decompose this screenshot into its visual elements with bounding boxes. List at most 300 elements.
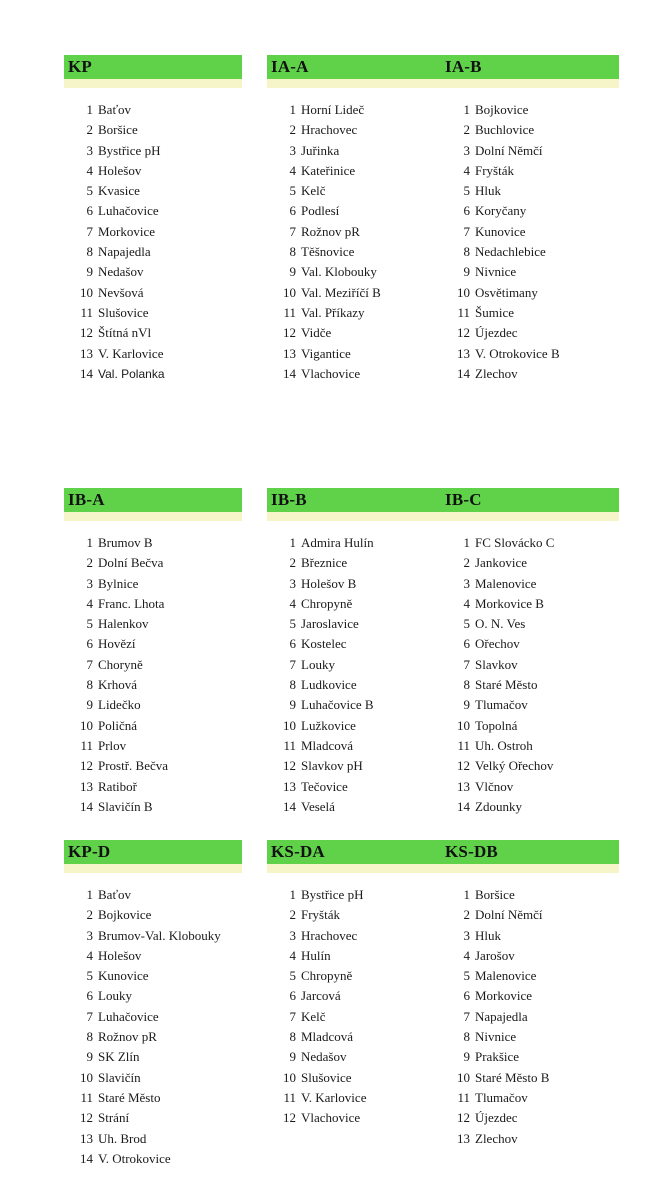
team-name: Vidče [301, 325, 332, 341]
team-name: Topolná [475, 717, 518, 733]
list-item [64, 344, 165, 364]
list-item [441, 574, 554, 594]
team-rank: 3 [289, 927, 296, 943]
team-rank: 8 [289, 1029, 296, 1045]
team-name: Boršice [475, 887, 515, 902]
list-item [441, 695, 554, 715]
team-rank: 12 [283, 758, 296, 774]
team-name: Holešov B [301, 575, 357, 591]
group-header [64, 840, 242, 864]
list-item [441, 777, 554, 797]
list-item [441, 120, 560, 140]
team-rank: 5 [289, 183, 296, 199]
list-item [267, 222, 381, 242]
team-name: Velký Ořechov [475, 758, 554, 774]
team-name: Uh. Ostroh [475, 737, 533, 753]
list-item [441, 716, 554, 736]
list-item [267, 777, 374, 797]
team-name: Koryčany [475, 203, 527, 219]
team-name: Holešov [98, 162, 142, 178]
team-name: Slavičín B [98, 798, 153, 814]
list-item [441, 756, 554, 776]
team-rank: 8 [289, 244, 296, 260]
team-name: Napajedla [98, 244, 151, 260]
team-name: Hrachovec [301, 927, 358, 943]
team-name: Uh. Brod [98, 1130, 147, 1146]
team-rank: 12 [80, 1110, 93, 1126]
list-item [267, 614, 374, 634]
list-item [267, 1047, 366, 1067]
list-item [64, 905, 221, 925]
list-item [441, 242, 560, 262]
team-list [267, 100, 381, 384]
team-name: Zlechov [475, 365, 518, 381]
team-name: Rožnov pR [98, 1029, 157, 1045]
group-title: IA-A [271, 57, 309, 76]
team-rank: 1 [289, 102, 296, 117]
list-item [441, 1129, 549, 1149]
team-name: Kelč [301, 1008, 326, 1024]
team-name: Dolní Bečva [98, 555, 164, 571]
list-item [64, 201, 165, 221]
team-rank: 4 [289, 947, 296, 963]
team-name: Choryně [98, 656, 143, 672]
team-rank: 1 [289, 887, 296, 902]
team-name: Nedachlebice [475, 244, 546, 260]
list-item [267, 655, 374, 675]
team-name: Brumov-Val. Klobouky [98, 927, 221, 943]
team-rank: 9 [86, 264, 93, 280]
list-item [267, 716, 374, 736]
team-name: Morkovice [98, 223, 156, 239]
list-item [441, 364, 560, 384]
team-rank: 12 [283, 325, 296, 341]
list-item [267, 553, 374, 573]
team-rank: 5 [463, 616, 470, 632]
team-name: Napajedla [475, 1008, 528, 1024]
team-name: Osvětimany [475, 284, 538, 300]
team-name: Val. Klobouky [301, 264, 377, 280]
team-name: Hrachovec [301, 122, 358, 138]
team-rank: 7 [86, 1008, 93, 1024]
team-name: Luhačovice [98, 203, 159, 219]
list-item [64, 1149, 221, 1169]
team-rank: 11 [80, 1089, 93, 1105]
team-name: Buchlovice [475, 122, 535, 138]
team-name: Morkovice [475, 988, 533, 1004]
team-rank: 3 [289, 575, 296, 591]
group-header [441, 488, 619, 512]
list-item [64, 594, 168, 614]
team-rank: 9 [86, 1049, 93, 1065]
list-item [64, 695, 168, 715]
list-item [64, 777, 168, 797]
list-item [64, 885, 221, 905]
list-item [64, 926, 221, 946]
list-item [267, 966, 366, 986]
team-rank: 9 [289, 697, 296, 713]
team-rank: 8 [463, 1029, 470, 1045]
team-name: Hulín [301, 947, 331, 963]
list-item [64, 1047, 221, 1067]
team-list [64, 100, 165, 384]
team-name: V. Karlovice [98, 345, 164, 361]
team-rank: 3 [463, 575, 470, 591]
list-item [441, 1007, 549, 1027]
group-title: IB-B [271, 490, 307, 509]
team-rank: 6 [289, 636, 296, 652]
team-name: Rožnov pR [301, 223, 360, 239]
group-header [267, 55, 445, 79]
list-item [64, 181, 165, 201]
team-rank: 5 [86, 616, 93, 632]
team-name: Kunovice [98, 968, 149, 984]
team-name: Štítná nVl [98, 325, 152, 341]
team-rank: 9 [463, 264, 470, 280]
team-list [64, 533, 168, 817]
list-item [267, 946, 366, 966]
list-item [441, 1068, 549, 1088]
team-name: V. Karlovice [301, 1089, 367, 1105]
team-rank: 10 [283, 1069, 296, 1085]
team-rank: 10 [283, 284, 296, 300]
team-name: Franc. Lhota [98, 595, 165, 611]
team-rank: 4 [463, 162, 470, 178]
list-item [64, 1068, 221, 1088]
team-name: Vlčnov [475, 778, 514, 794]
list-item [64, 736, 168, 756]
team-rank: 14 [457, 365, 470, 381]
list-item [267, 574, 374, 594]
team-rank: 6 [86, 203, 93, 219]
list-item [441, 926, 549, 946]
team-name: Baťov [98, 887, 131, 902]
list-item [441, 283, 560, 303]
list-item [64, 303, 165, 323]
team-name: Zdounky [475, 798, 522, 814]
list-item [441, 533, 554, 553]
group-ks-db [441, 840, 619, 1146]
team-name: FC Slovácko C [475, 535, 555, 550]
group-title: IB-A [68, 490, 105, 509]
group-header [441, 55, 619, 79]
team-name: Chropyně [301, 595, 353, 611]
team-rank: 10 [80, 1069, 93, 1085]
list-item [267, 695, 374, 715]
list-item [64, 1027, 221, 1047]
team-name: Jarošov [475, 947, 515, 963]
list-item [267, 141, 381, 161]
list-item [64, 574, 168, 594]
team-name: Kunovice [475, 223, 526, 239]
team-rank: 6 [86, 636, 93, 652]
list-item [267, 1027, 366, 1047]
team-name: Louky [301, 656, 335, 672]
team-rank: 1 [463, 535, 470, 550]
team-rank: 11 [283, 737, 296, 753]
list-item [441, 201, 560, 221]
team-rank: 10 [457, 717, 470, 733]
team-rank: 5 [289, 968, 296, 984]
group-title: IB-C [445, 490, 482, 509]
team-rank: 7 [289, 223, 296, 239]
team-name: Poličná [98, 717, 137, 733]
team-rank: 4 [86, 595, 93, 611]
team-name: Bystřice pH [98, 142, 161, 158]
list-item [267, 283, 381, 303]
team-rank: 3 [463, 142, 470, 158]
list-item [64, 1129, 221, 1149]
team-rank: 3 [289, 142, 296, 158]
team-rank: 9 [289, 1049, 296, 1065]
team-name: Tlumačov [475, 697, 528, 713]
group-header [441, 840, 619, 864]
group-title: KS-DB [445, 842, 498, 861]
team-name: Ludkovice [301, 677, 357, 693]
team-name: Staré Město B [475, 1069, 550, 1085]
team-name: Morkovice B [475, 595, 544, 611]
list-item [441, 303, 560, 323]
team-rank: 4 [289, 162, 296, 178]
team-rank: 8 [86, 677, 93, 693]
team-name: Nivnice [475, 1029, 517, 1045]
team-name: Malenovice [475, 575, 537, 591]
list-item [267, 675, 374, 695]
list-item [441, 614, 554, 634]
team-rank: 6 [289, 203, 296, 219]
team-rank: 13 [457, 1130, 470, 1146]
team-name: Boršice [98, 122, 138, 138]
team-name: Slavkov [475, 656, 518, 672]
team-name: Kelč [301, 183, 326, 199]
team-rank: 8 [86, 1029, 93, 1045]
team-list [441, 533, 554, 817]
team-name: Luhačovice [98, 1008, 159, 1024]
team-name: Bojkovice [98, 907, 152, 923]
list-item [441, 141, 560, 161]
team-rank: 8 [86, 244, 93, 260]
list-item [267, 303, 381, 323]
team-rank: 11 [457, 1089, 470, 1105]
team-name: Prostř. Bečva [98, 758, 169, 774]
team-name: Val. Polanka [98, 366, 165, 381]
group-ia-a [267, 55, 445, 381]
team-name: Nedašov [301, 1049, 347, 1065]
list-item [267, 905, 366, 925]
list-item [64, 283, 165, 303]
list-item [441, 946, 549, 966]
list-item [441, 885, 549, 905]
list-item [267, 756, 374, 776]
team-name: Slavičín [98, 1069, 141, 1085]
list-item [441, 100, 560, 120]
list-item [64, 364, 165, 384]
group-title: KP [68, 57, 93, 76]
list-item [267, 242, 381, 262]
team-rank: 3 [463, 927, 470, 943]
group-title: KP-D [68, 842, 111, 861]
team-name: Tlumačov [475, 1089, 528, 1105]
team-name: Nevšová [98, 284, 144, 300]
list-item [64, 100, 165, 120]
team-name: Strání [98, 1110, 130, 1126]
team-name: Jaroslavice [301, 616, 359, 632]
team-rank: 10 [80, 284, 93, 300]
team-rank: 7 [463, 656, 470, 672]
team-name: Kateřinice [301, 162, 356, 178]
team-rank: 12 [283, 1110, 296, 1126]
team-name: Fryšták [301, 907, 340, 923]
team-rank: 3 [86, 575, 93, 591]
team-list [267, 885, 366, 1129]
list-item [441, 634, 554, 654]
team-name: Baťov [98, 102, 131, 117]
team-rank: 13 [457, 778, 470, 794]
group-ib-c [441, 488, 619, 814]
list-item [441, 986, 549, 1006]
list-item [441, 966, 549, 986]
list-item [64, 614, 168, 634]
team-rank: 14 [80, 798, 93, 814]
list-item [64, 262, 165, 282]
team-rank: 5 [463, 968, 470, 984]
team-rank: 13 [283, 345, 296, 361]
team-rank: 7 [86, 223, 93, 239]
team-rank: 5 [463, 183, 470, 199]
team-name: Lužkovice [301, 717, 356, 733]
team-name: Val. Příkazy [301, 304, 365, 320]
team-rank: 7 [86, 656, 93, 672]
team-name: Vlachovice [301, 1110, 361, 1126]
team-rank: 14 [283, 798, 296, 814]
team-rank: 7 [463, 223, 470, 239]
list-item [64, 966, 221, 986]
team-name: Kostelec [301, 636, 347, 652]
team-name: Veselá [301, 798, 335, 814]
group-kp [64, 55, 242, 381]
team-rank: 11 [80, 304, 93, 320]
team-rank: 5 [86, 968, 93, 984]
team-name: Dolní Němčí [475, 142, 543, 158]
team-name: Malenovice [475, 968, 537, 984]
list-item [441, 181, 560, 201]
team-list [267, 533, 374, 817]
team-rank: 13 [80, 345, 93, 361]
list-item [267, 594, 374, 614]
list-item [441, 655, 554, 675]
list-item [64, 161, 165, 181]
team-rank: 6 [463, 988, 470, 1004]
list-item [267, 323, 381, 343]
list-item [267, 201, 381, 221]
list-item [267, 986, 366, 1006]
list-item [441, 1108, 549, 1128]
team-rank: 2 [289, 907, 296, 923]
team-name: Juřinka [301, 142, 340, 158]
group-ib-b [267, 488, 445, 814]
team-rank: 14 [80, 1150, 93, 1166]
team-rank: 13 [80, 1130, 93, 1146]
team-name: Prakšice [475, 1049, 520, 1065]
team-rank: 12 [457, 758, 470, 774]
team-rank: 1 [289, 535, 296, 550]
team-rank: 10 [457, 284, 470, 300]
team-rank: 9 [289, 264, 296, 280]
list-item [441, 594, 554, 614]
list-item [64, 222, 165, 242]
list-item [64, 323, 165, 343]
list-item [267, 1088, 366, 1108]
team-rank: 4 [86, 162, 93, 178]
list-item [64, 655, 168, 675]
team-name: Lidečko [98, 697, 141, 713]
group-kp-d [64, 840, 242, 1166]
team-name: Chropyně [301, 968, 353, 984]
team-rank: 1 [86, 887, 93, 902]
team-name: Jarcová [301, 988, 341, 1004]
list-item [64, 1108, 221, 1128]
group-ks-da [267, 840, 445, 1126]
team-rank: 1 [463, 887, 470, 902]
group-ia-b [441, 55, 619, 381]
list-item [64, 946, 221, 966]
team-name: Fryšták [475, 162, 514, 178]
team-name: Šumice [475, 304, 514, 320]
team-name: Kvasice [98, 183, 140, 199]
team-rank: 2 [86, 122, 93, 138]
team-rank: 8 [289, 677, 296, 693]
team-rank: 1 [86, 535, 93, 550]
team-rank: 3 [86, 142, 93, 158]
team-name: Ratiboř [98, 778, 137, 794]
team-rank: 14 [283, 365, 296, 381]
team-rank: 2 [463, 122, 470, 138]
list-item [441, 1088, 549, 1108]
team-rank: 1 [463, 102, 470, 117]
team-name: SK Zlín [98, 1049, 140, 1065]
team-rank: 2 [86, 907, 93, 923]
list-item [64, 1088, 221, 1108]
list-item [64, 756, 168, 776]
team-name: Nivnice [475, 264, 517, 280]
team-name: Mladcová [301, 737, 353, 753]
group-header [64, 55, 242, 79]
group-header [64, 488, 242, 512]
team-name: Louky [98, 988, 132, 1004]
team-name: Bylnice [98, 575, 139, 591]
team-rank: 6 [463, 203, 470, 219]
team-rank: 4 [86, 947, 93, 963]
team-rank: 9 [463, 697, 470, 713]
list-item [267, 1108, 366, 1128]
team-name: Slavkov pH [301, 758, 363, 774]
team-name: Hovězí [98, 636, 136, 652]
group-header [267, 840, 445, 864]
team-name: Brumov B [98, 535, 153, 550]
team-rank: 1 [86, 102, 93, 117]
team-rank: 11 [457, 737, 470, 753]
list-item [267, 736, 374, 756]
list-item [267, 262, 381, 282]
team-name: Bojkovice [475, 102, 529, 117]
group-header [267, 488, 445, 512]
team-name: Slušovice [301, 1069, 352, 1085]
team-name: Bystřice pH [301, 887, 364, 902]
team-name: Újezdec [475, 1110, 518, 1126]
team-name: Podlesí [301, 203, 340, 219]
team-name: Hluk [475, 927, 501, 943]
team-name: Tečovice [301, 778, 348, 794]
